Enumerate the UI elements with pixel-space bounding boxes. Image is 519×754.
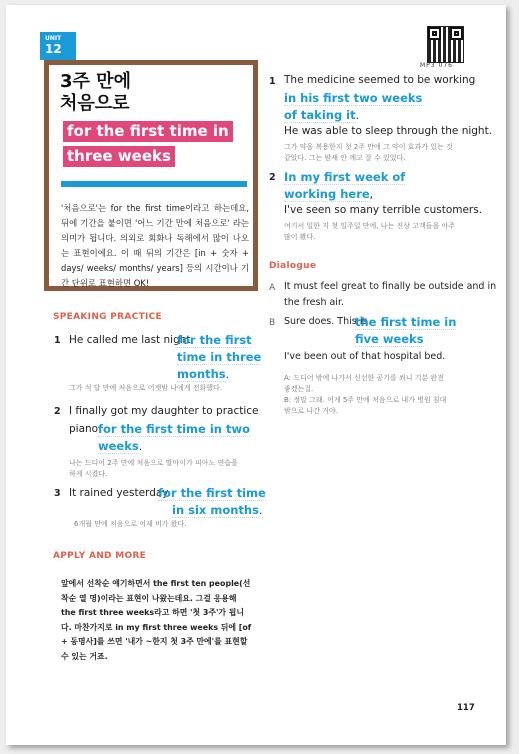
intro-text: '처음으로'는 for the first time이라고 하는데요, 뒤에 기간을 붙이면 '어느 기간 만에 처음으로' 라는 의미가 됩니다. 의외로 회화나 독해에서 많이 나오는 표현이에요. 이 때 뒤의 기간은 [in + 숫자 + days/ weeks/ months/ years] 등의 시간이나 기간 단위로 표현하면 OK! — [61, 203, 249, 288]
translation-line: 많이 봤다. — [284, 233, 316, 241]
translation-line: 좋겠는걸. — [284, 385, 314, 393]
item-number: 3 — [54, 488, 61, 499]
highlight-line: In my first week of — [284, 170, 406, 184]
sentence-text: He was able to sleep through the night. — [284, 125, 493, 137]
title-korean-line1: 3주 만에 — [60, 71, 131, 92]
translation-line: 나는 드디어 2주 만에 처음으로 딸아이가 피아노 연습을 — [69, 459, 238, 467]
highlight-phrase — [284, 89, 422, 124]
highlight-line: of taking it — [284, 108, 356, 122]
highlight-phrase — [355, 313, 456, 347]
dialogue-heading: Dialogue — [269, 261, 317, 271]
highlight-line: in six months — [172, 503, 259, 517]
item-number: 1 — [54, 335, 61, 346]
title-korean — [60, 71, 131, 115]
punctuation: , — [369, 189, 374, 201]
punctuation: . — [355, 110, 359, 122]
highlight-line: in his first two weeks — [284, 91, 423, 105]
unit-number: 12 — [45, 42, 62, 56]
translation-line: 그가 약을 복용한지 첫 2주 만에 그 약이 효과가 있는 것 — [284, 143, 453, 151]
speaker-a-label: A — [269, 283, 276, 293]
translation: 그가 석 달 만에 처음으로 어젯밤 나에게 전화했다. — [69, 384, 223, 392]
divider-bar — [61, 181, 247, 187]
highlight-line: the first time in — [355, 315, 457, 329]
highlight-line: weeks — [98, 439, 139, 453]
unit-badge — [40, 32, 76, 60]
item-number: 1 — [269, 76, 276, 87]
apply-text: 앞에서 선착순 얘기하면서 the first ten people(선착순 열 명)이라는 표현이 나왔는데요. 그걸 응용해 the first three weeks라고 하면 '첫 3주'가 됩니다. 마찬가지로 in my first three weeks 뒤에 [of + 동명사]를 쓰면 '내가 ~한지 첫 3주 만에'를 표현할 수 있는 거죠. — [61, 579, 252, 661]
translation-line: 같았다. 그는 밤새 안 깨고 잘 수 있었다. — [284, 154, 406, 162]
highlight-line: for the first time — [158, 486, 266, 500]
book-page — [6, 5, 506, 745]
title-english-line2: three weeks — [63, 146, 175, 167]
highlight-phrase — [177, 331, 261, 383]
translation-line: A: 드디어 밖에 나가서 신선한 공기를 쐬니 기분 완전 — [284, 374, 445, 382]
translation-line: 하게 시켰다. — [69, 470, 108, 478]
dialogue-text: the fresh air. — [284, 297, 345, 308]
title-english-line1: for the first time in — [63, 121, 233, 142]
dialogue-text: Sure does. This is — [284, 316, 368, 327]
qr-code-icon[interactable] — [427, 26, 464, 63]
translation-line: 여기서 일한 지 첫 일주일 만에, 나는 진상 고객들을 아주 — [284, 222, 456, 230]
highlight-line: five weeks — [355, 332, 424, 346]
unit-label: UNIT — [45, 35, 62, 42]
apply-heading: APPLY AND MORE — [53, 551, 147, 561]
dialogue-text: I've been out of that hospital bed. — [284, 351, 446, 362]
punctuation: . — [138, 441, 143, 453]
highlight-phrase — [284, 168, 405, 203]
speaker-b-label: B — [269, 318, 276, 328]
translation-line: B: 정말 그래. 이게 5주 만에 처음으로 내가 병원 침대 — [284, 396, 447, 404]
punctuation: . — [225, 369, 229, 381]
dialogue-text: It must feel great to finally be outside and in — [284, 281, 497, 292]
punctuation: . — [258, 505, 263, 517]
translation: 6개월 만에 처음으로 어제 비가 왔다. — [74, 520, 187, 528]
item-number: 2 — [54, 406, 61, 417]
dialogue-line-a — [284, 279, 496, 311]
translation-line: 밖으로 나간 거야. — [284, 407, 339, 415]
dialogue-translation — [284, 373, 446, 417]
translation — [284, 221, 455, 243]
sentence-text: The medicine seemed to be working — [284, 74, 476, 86]
sentence-text: I've seen so many terrible customers. — [284, 204, 483, 216]
highlight-line: working here — [284, 187, 370, 201]
highlight-line: time in three — [177, 350, 262, 364]
sentence-text: He called me last night — [69, 334, 191, 346]
sentence-text: piano — [69, 423, 99, 435]
highlight-line: for the first time in two — [98, 422, 250, 436]
title-korean-line2: 처음으로 — [60, 93, 130, 114]
translation — [69, 458, 238, 480]
highlight-phrase — [158, 484, 266, 519]
sentence-text: It rained yesterday — [69, 487, 169, 499]
item-number: 2 — [269, 172, 276, 183]
sentence-text: I finally got my daughter to practice — [69, 405, 259, 417]
speaking-heading: SPEAKING PRACTICE — [53, 312, 163, 322]
highlight-line: months — [177, 367, 226, 381]
highlight-line: for the first — [177, 333, 252, 347]
mp3-track-label: MP3 076 — [420, 62, 453, 69]
translation — [284, 142, 453, 164]
page-number: 117 — [457, 703, 475, 713]
highlight-phrase — [98, 420, 250, 455]
